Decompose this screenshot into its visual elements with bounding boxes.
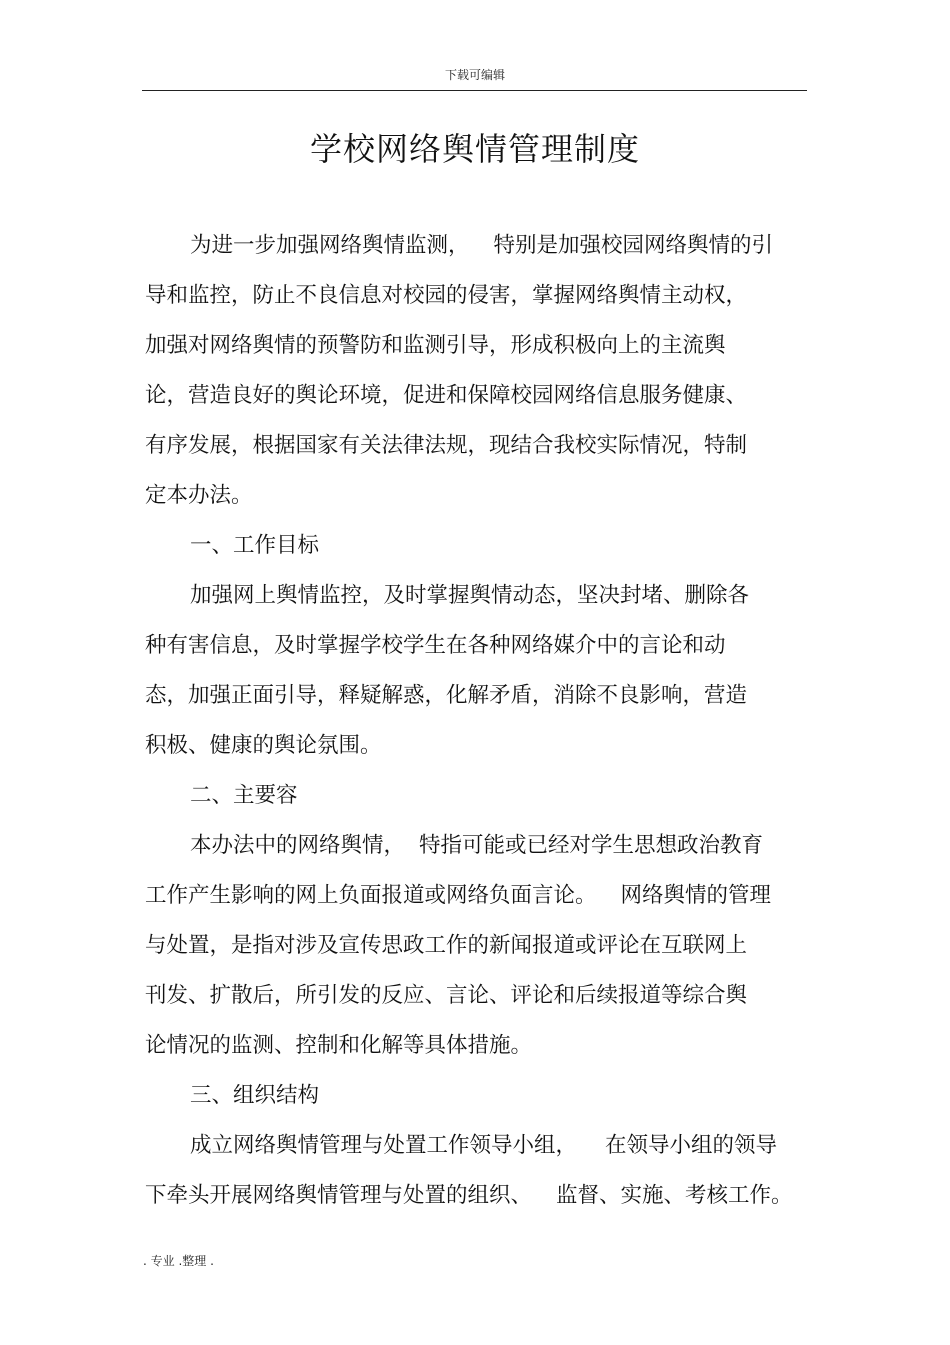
body-line: 加强对网络舆情的预警防和监测引导，形成积极向上的主流舆 bbox=[145, 333, 726, 358]
body-line: 加强网上舆情监控，及时掌握舆情动态，坚决封堵、删除各 bbox=[190, 583, 750, 608]
body-line: 工作产生影响的网上负面报道或网络负面言论。 网络舆情的管理 bbox=[145, 883, 772, 908]
section-heading: 二、主要容 bbox=[190, 783, 298, 808]
body-line: 导和监控，防止不良信息对校园的侵害，掌握网络舆情主动权， bbox=[145, 283, 748, 308]
page-header: 下载可编辑 bbox=[444, 68, 505, 82]
section-heading: 一、工作目标 bbox=[190, 533, 320, 558]
body-line: 为进一步加强网络舆情监测， 特别是加强校园网络舆情的引 bbox=[190, 233, 774, 258]
body-line: 与处置，是指对涉及宣传思政工作的新闻报道或评论在互联网上 bbox=[145, 933, 748, 958]
body-line: 论，营造良好的舆论环境，促进和保障校园网络信息服务健康、 bbox=[145, 383, 748, 408]
body-line: 论情况的监测、控制和化解等具体措施。 bbox=[145, 1033, 533, 1058]
document-title: 学校网络舆情管理制度 bbox=[309, 130, 640, 168]
body-line: 成立网络舆情管理与处置工作领导小组， 在领导小组的领导 bbox=[190, 1133, 778, 1158]
header-divider bbox=[142, 90, 807, 91]
body-line: 刊发、扩散后，所引发的反应、言论、评论和后续报道等综合舆 bbox=[145, 983, 748, 1008]
body-line: 本办法中的网络舆情， 特指可能或已经对学生思想政治教育 bbox=[190, 833, 764, 858]
body-line: 积极、健康的舆论氛围。 bbox=[145, 733, 382, 758]
body-line: 有序发展，根据国家有关法律法规，现结合我校实际情况，特制 bbox=[145, 433, 748, 458]
body-line: 态，加强正面引导，释疑解惑，化解矛盾，消除不良影响，营造 bbox=[145, 683, 748, 708]
body-line: 定本办法。 bbox=[145, 483, 253, 508]
section-heading: 三、组织结构 bbox=[190, 1083, 320, 1108]
body-line: 种有害信息，及时掌握学校学生在各种网络媒介中的言论和动 bbox=[145, 633, 726, 658]
body-line: 下牵头开展网络舆情管理与处置的组织、 监督、实施、考核工作。 bbox=[145, 1183, 793, 1208]
page-footer: . 专业 .整理 . bbox=[143, 1254, 214, 1268]
